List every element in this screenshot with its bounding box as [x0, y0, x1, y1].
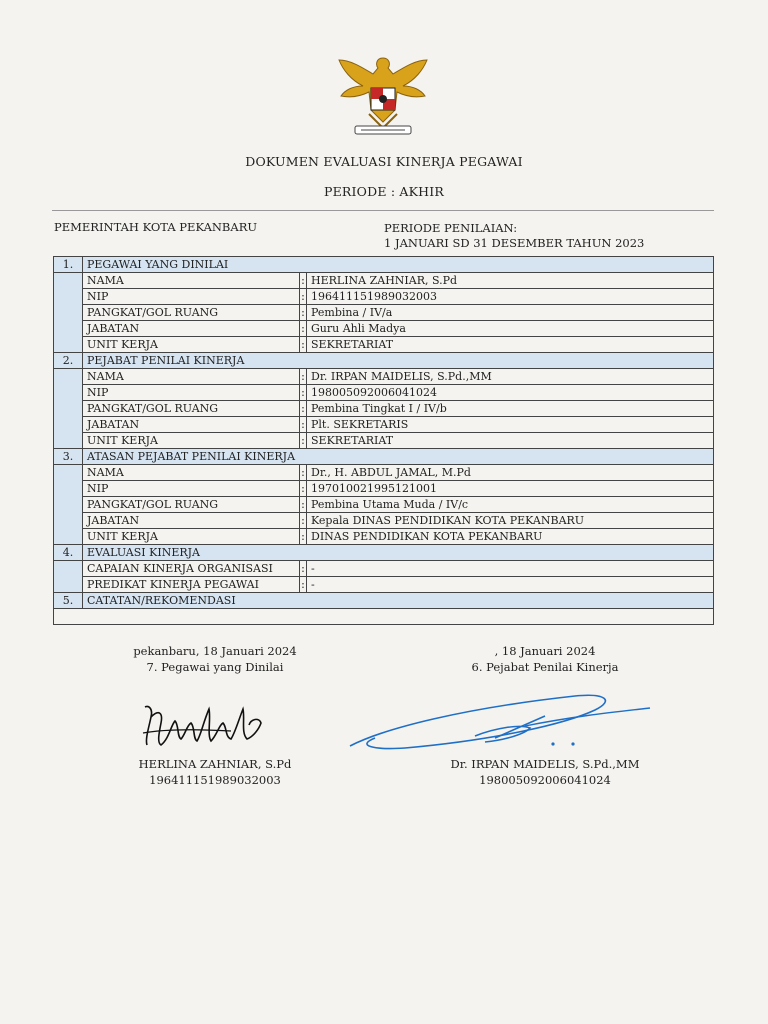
section-number: 3. — [54, 449, 83, 465]
row-colon: : — [301, 274, 305, 287]
right-signature-date: , 18 Januari 2024 — [494, 644, 596, 658]
row-colon: : — [301, 578, 305, 591]
row-value: DINAS PENDIDIKAN KOTA PEKANBARU — [307, 529, 714, 545]
section-header — [54, 545, 714, 561]
row-value: - — [307, 577, 714, 593]
table-row — [54, 337, 714, 353]
row-label: NIP — [83, 289, 300, 305]
right-signature-name: Dr. IRPAN MAIDELIS, S.Pd.,MM — [450, 757, 640, 771]
row-colon: : — [301, 306, 305, 319]
right-signature-footer — [440, 756, 650, 788]
table-row — [54, 529, 714, 545]
row-colon: : — [301, 322, 305, 335]
left-signature-role: 7. Pegawai yang Dinilai — [146, 660, 284, 674]
left-signature-header — [110, 643, 320, 675]
row-colon: : — [301, 498, 305, 511]
table-row — [54, 289, 714, 305]
section-title: PEJABAT PENILAI KINERJA — [83, 353, 714, 369]
table-row — [54, 433, 714, 449]
row-value: Pembina / IV/a — [307, 305, 714, 321]
section-number: 4. — [54, 545, 83, 561]
row-value: 198005092006041024 — [307, 385, 714, 401]
section-number: 5. — [54, 593, 83, 609]
row-colon: : — [301, 418, 305, 431]
row-value: Guru Ahli Madya — [307, 321, 714, 337]
header-divider — [52, 210, 714, 211]
row-label: JABATAN — [83, 417, 300, 433]
garuda-emblem-icon — [333, 50, 433, 138]
row-colon: : — [301, 370, 305, 383]
row-label: JABATAN — [83, 513, 300, 529]
row-value: Pembina Utama Muda / IV/c — [307, 497, 714, 513]
table-row — [54, 273, 714, 289]
table-row — [54, 497, 714, 513]
row-colon: : — [301, 482, 305, 495]
evaluation-table — [53, 256, 714, 625]
row-colon: : — [301, 338, 305, 351]
row-label: UNIT KERJA — [83, 337, 300, 353]
table-row — [54, 465, 714, 481]
left-handwritten-signature — [135, 695, 275, 755]
table-row — [54, 577, 714, 593]
organization-name: PEMERINTAH KOTA PEKANBARU — [54, 220, 258, 234]
row-label: JABATAN — [83, 321, 300, 337]
table-row — [54, 401, 714, 417]
table-row — [54, 385, 714, 401]
section-title: ATASAN PEJABAT PENILAI KINERJA — [83, 449, 714, 465]
row-label: CAPAIAN KINERJA ORGANISASI — [83, 561, 300, 577]
table-row — [54, 321, 714, 337]
row-colon: : — [301, 562, 305, 575]
table-row — [54, 305, 714, 321]
row-label: NAMA — [83, 273, 300, 289]
section-header — [54, 593, 714, 609]
row-value: HERLINA ZAHNIAR, S.Pd — [307, 273, 714, 289]
table-row — [54, 561, 714, 577]
row-label: PANGKAT/GOL RUANG — [83, 305, 300, 321]
section-title: CATATAN/REKOMENDASI — [83, 593, 714, 609]
row-value: 197010021995121001 — [307, 481, 714, 497]
row-value: Kepala DINAS PENDIDIKAN KOTA PEKANBARU — [307, 513, 714, 529]
row-label: PREDIKAT KINERJA PEGAWAI — [83, 577, 300, 593]
table-row — [54, 513, 714, 529]
row-colon: : — [301, 386, 305, 399]
table-row — [54, 417, 714, 433]
right-signature-role: 6. Pejabat Penilai Kinerja — [471, 660, 619, 674]
section-title: PEGAWAI YANG DINILAI — [83, 257, 714, 273]
table-row — [54, 609, 714, 625]
section-number: 2. — [54, 353, 83, 369]
row-value: Pembina Tingkat I / IV/b — [307, 401, 714, 417]
section-header — [54, 257, 714, 273]
row-value: Dr. IRPAN MAIDELIS, S.Pd.,MM — [307, 369, 714, 385]
row-colon: : — [301, 434, 305, 447]
row-label: NIP — [83, 385, 300, 401]
assessment-period-value: 1 JANUARI SD 31 DESEMBER TAHUN 2023 — [384, 236, 645, 250]
row-label: NAMA — [83, 369, 300, 385]
notes-cell — [54, 609, 714, 625]
row-colon: : — [301, 466, 305, 479]
left-signature-nip: 196411151989032003 — [149, 773, 281, 787]
right-signature-header — [440, 643, 650, 675]
row-label: UNIT KERJA — [83, 433, 300, 449]
table-row — [54, 369, 714, 385]
left-signature-name: HERLINA ZAHNIAR, S.Pd — [138, 757, 292, 771]
row-colon: : — [301, 514, 305, 527]
row-label: NIP — [83, 481, 300, 497]
right-signature-nip: 198005092006041024 — [479, 773, 611, 787]
row-value: SEKRETARIAT — [307, 433, 714, 449]
row-label: PANGKAT/GOL RUANG — [83, 497, 300, 513]
row-value: SEKRETARIAT — [307, 337, 714, 353]
assessment-period — [384, 221, 644, 251]
row-label: PANGKAT/GOL RUANG — [83, 401, 300, 417]
left-signature-date: pekanbaru, 18 Januari 2024 — [133, 644, 297, 658]
section-title: EVALUASI KINERJA — [83, 545, 714, 561]
left-signature-footer — [110, 756, 320, 788]
row-label: UNIT KERJA — [83, 529, 300, 545]
row-value: - — [307, 561, 714, 577]
row-value: Dr., H. ABDUL JAMAL, M.Pd — [307, 465, 714, 481]
section-header — [54, 449, 714, 465]
right-handwritten-signature — [345, 688, 655, 753]
assessment-period-label: PERIODE PENILAIAN: — [384, 221, 518, 235]
row-colon: : — [301, 530, 305, 543]
row-colon: : — [301, 290, 305, 303]
row-value: 196411151989032003 — [307, 289, 714, 305]
table-row — [54, 481, 714, 497]
section-number: 1. — [54, 257, 83, 273]
section-header — [54, 353, 714, 369]
row-label: NAMA — [83, 465, 300, 481]
row-colon: : — [301, 402, 305, 415]
document-period: PERIODE : AKHIR — [323, 184, 445, 199]
row-value: Plt. SEKRETARIS — [307, 417, 714, 433]
document-title: DOKUMEN EVALUASI KINERJA PEGAWAI — [245, 154, 523, 169]
